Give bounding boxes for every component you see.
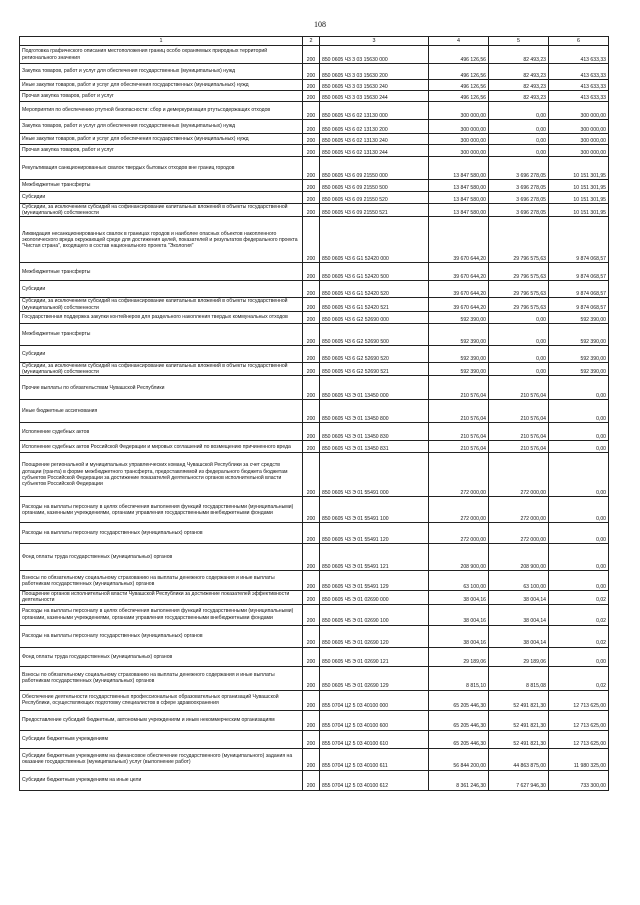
row-description: Мероприятия по обеспечению ртутной безопасности: сбор и демеркуризация ртутьсодержащих отходов xyxy=(20,102,303,120)
table-row xyxy=(20,647,609,666)
row-unexecuted-amount: 10 151 301,95 xyxy=(549,157,609,180)
row-budget-classification-code: 850 0605 Ч3 3 03 15630 244 xyxy=(320,91,429,102)
row-unexecuted-amount: 9 874 068,57 xyxy=(549,281,609,298)
row-budget-classification-code: 850 0605 Ч3 6 G1 52420 000 xyxy=(320,217,429,263)
row-approved-amount: 13 847 580,00 xyxy=(429,180,489,192)
table-row xyxy=(20,102,609,120)
column-header-3: 3 xyxy=(320,37,429,46)
row-approved-amount: 38 004,16 xyxy=(429,604,489,625)
row-budget-classification-code: 855 0704 Ц2 5 03 40100 612 xyxy=(320,770,429,790)
table-row xyxy=(20,441,609,453)
table-row xyxy=(20,523,609,544)
row-unexecuted-amount: 592 390,00 xyxy=(549,323,609,345)
row-executed-amount: 38 004,14 xyxy=(489,591,549,604)
row-unexecuted-amount: 10 151 301,95 xyxy=(549,204,609,217)
row-budget-classification-code: 855 0704 Ц2 5 03 40100 610 xyxy=(320,730,429,748)
row-approved-amount: 210 576,04 xyxy=(429,441,489,453)
table-row xyxy=(20,544,609,571)
row-executed-amount: 0,00 xyxy=(489,362,549,375)
row-description: Субсидии бюджетным учреждениям xyxy=(20,730,303,748)
row-line-code: 200 xyxy=(303,157,320,180)
table-row xyxy=(20,345,609,362)
row-budget-classification-code: 850 0605 Ч3 6 G1 52420 500 xyxy=(320,263,429,281)
row-unexecuted-amount: 10 151 301,95 xyxy=(549,180,609,192)
row-line-code: 200 xyxy=(303,544,320,571)
row-approved-amount: 8 361 246,30 xyxy=(429,770,489,790)
row-description: Поощрение региональной и муниципальных управленческих команд Чувашской Республики за счет средств дотации (гранта) в форме межбюджетного трансферта, предоставляемой из федерального бюджета бюджетам субъектов Российской Федерации за достижение показателей деятельности органов исполнительной власти субъектов Российской Федерации xyxy=(20,453,303,497)
row-line-code: 200 xyxy=(303,690,320,710)
row-line-code: 200 xyxy=(303,604,320,625)
row-description: Субсидии, за исключением субсидий на софинансирование капитальных вложений в объекты государственной (муниципальной) собственности xyxy=(20,362,303,375)
table-row xyxy=(20,625,609,647)
row-budget-classification-code: 850 0605 Ч3 Э 01 13450 831 xyxy=(320,441,429,453)
row-budget-classification-code: 855 0704 Ц2 5 03 40100 000 xyxy=(320,690,429,710)
row-line-code: 200 xyxy=(303,647,320,666)
row-executed-amount: 8 815,08 xyxy=(489,666,549,690)
row-description: Иные бюджетные ассигнования xyxy=(20,400,303,423)
row-budget-classification-code: 850 0605 Ч3 Э 01 55491 000 xyxy=(320,453,429,497)
row-executed-amount: 0,00 xyxy=(489,311,549,323)
row-unexecuted-amount: 413 633,33 xyxy=(549,46,609,64)
row-line-code: 200 xyxy=(303,571,320,591)
row-budget-classification-code: 850 0605 Ч5 Э 01 02690 121 xyxy=(320,647,429,666)
row-executed-amount: 52 491 821,30 xyxy=(489,710,549,730)
row-budget-classification-code: 850 0605 Ч3 6 09 21550 520 xyxy=(320,192,429,204)
table-row xyxy=(20,730,609,748)
row-unexecuted-amount: 592 390,00 xyxy=(549,345,609,362)
row-approved-amount: 300 000,00 xyxy=(429,145,489,157)
table-row xyxy=(20,770,609,790)
row-approved-amount: 38 004,16 xyxy=(429,625,489,647)
row-executed-amount: 0,00 xyxy=(489,134,549,145)
row-unexecuted-amount: 0,00 xyxy=(549,497,609,523)
row-unexecuted-amount: 733 300,00 xyxy=(549,770,609,790)
row-unexecuted-amount: 0,02 xyxy=(549,591,609,604)
row-description: Субсидии, за исключением субсидий на софинансирование капитальных вложений в объекты государственной (муниципальной) собственности xyxy=(20,204,303,217)
row-budget-classification-code: 850 0605 Ч3 Э 01 55491 121 xyxy=(320,544,429,571)
table-row xyxy=(20,217,609,263)
row-description: Субсидии xyxy=(20,192,303,204)
row-description: Субсидии бюджетным учреждениям на иные цели xyxy=(20,770,303,790)
row-approved-amount: 592 390,00 xyxy=(429,311,489,323)
row-budget-classification-code: 850 0605 Ч3 6 02 13130 244 xyxy=(320,145,429,157)
table-row xyxy=(20,497,609,523)
row-budget-classification-code: 850 0605 Ч3 Э 01 13450 830 xyxy=(320,423,429,441)
row-description: Расходы на выплаты персоналу в целях обеспечения выполнения функций государственными (муниципальными) органами, казенными учреждениями, органами управления государственными внебюджетными фондами xyxy=(20,604,303,625)
row-executed-amount: 29 796 575,63 xyxy=(489,281,549,298)
row-budget-classification-code: 850 0605 Ч3 6 G2 52690 000 xyxy=(320,311,429,323)
row-executed-amount: 29 796 575,63 xyxy=(489,263,549,281)
row-approved-amount: 272 000,00 xyxy=(429,523,489,544)
row-executed-amount: 3 696 278,05 xyxy=(489,204,549,217)
table-row xyxy=(20,362,609,375)
row-executed-amount: 7 627 946,30 xyxy=(489,770,549,790)
table-body xyxy=(20,46,609,791)
row-unexecuted-amount: 300 000,00 xyxy=(549,145,609,157)
row-unexecuted-amount: 0,02 xyxy=(549,666,609,690)
row-unexecuted-amount: 0,00 xyxy=(549,376,609,400)
row-approved-amount: 300 000,00 xyxy=(429,134,489,145)
row-line-code: 200 xyxy=(303,666,320,690)
row-approved-amount: 496 126,56 xyxy=(429,64,489,80)
table-row xyxy=(20,298,609,311)
row-description: Ликвидация несанкционированных свалок в границах городов и наиболее опасных объектов накопленного экологического вреда окружающей среде для достижения целей, показателей и результатов федерального проекта "Чистая страна", входящего в состав национального проекта "Экология" xyxy=(20,217,303,263)
row-budget-classification-code: 850 0605 Ч3 3 03 15630 200 xyxy=(320,64,429,80)
row-unexecuted-amount: 9 874 068,57 xyxy=(549,263,609,281)
row-budget-classification-code: 850 0605 Ч3 3 03 15630 240 xyxy=(320,80,429,91)
row-executed-amount: 29 189,06 xyxy=(489,647,549,666)
table-row xyxy=(20,120,609,134)
row-executed-amount: 210 576,04 xyxy=(489,376,549,400)
row-line-code: 200 xyxy=(303,523,320,544)
row-line-code: 200 xyxy=(303,192,320,204)
table-row xyxy=(20,64,609,80)
row-executed-amount: 210 576,04 xyxy=(489,400,549,423)
table-row xyxy=(20,571,609,591)
row-description: Исполнение судебных актов Российской Федерации и мировых соглашений по возмещению причиненного вреда xyxy=(20,441,303,453)
row-description: Предоставление субсидий бюджетным, автономным учреждениям и иным некоммерческим организациям xyxy=(20,710,303,730)
row-budget-classification-code: 850 0605 Ч5 Э 01 02690 129 xyxy=(320,666,429,690)
row-budget-classification-code: 850 0605 Ч3 6 09 21550 500 xyxy=(320,180,429,192)
row-executed-amount: 82 493,23 xyxy=(489,46,549,64)
row-unexecuted-amount: 0,00 xyxy=(549,400,609,423)
row-executed-amount: 52 491 821,30 xyxy=(489,690,549,710)
row-budget-classification-code: 850 0605 Ч3 Э 01 55491 100 xyxy=(320,497,429,523)
table-header-row xyxy=(20,37,609,46)
row-approved-amount: 13 847 580,00 xyxy=(429,192,489,204)
table-row xyxy=(20,748,609,770)
row-budget-classification-code: 850 0605 Ч3 6 G2 52690 500 xyxy=(320,323,429,345)
row-unexecuted-amount: 9 874 068,57 xyxy=(549,298,609,311)
row-approved-amount: 39 670 644,20 xyxy=(429,298,489,311)
row-unexecuted-amount: 0,02 xyxy=(549,604,609,625)
row-unexecuted-amount: 413 633,33 xyxy=(549,91,609,102)
row-executed-amount: 52 491 821,30 xyxy=(489,730,549,748)
table-row xyxy=(20,604,609,625)
row-description: Исполнение судебных актов xyxy=(20,423,303,441)
row-budget-classification-code: 850 0605 Ч3 6 02 13130 000 xyxy=(320,102,429,120)
row-executed-amount: 82 493,23 xyxy=(489,80,549,91)
row-budget-classification-code: 850 0605 Ч3 6 02 13130 200 xyxy=(320,120,429,134)
row-executed-amount: 3 696 278,05 xyxy=(489,180,549,192)
row-description: Государственная поддержка закупки контейнеров для раздельного накопления твердых коммунальных отходов xyxy=(20,311,303,323)
table-row xyxy=(20,145,609,157)
row-line-code: 200 xyxy=(303,730,320,748)
row-executed-amount: 0,00 xyxy=(489,345,549,362)
row-unexecuted-amount: 12 713 625,00 xyxy=(549,690,609,710)
row-budget-classification-code: 850 0605 Ч3 6 G2 52690 520 xyxy=(320,345,429,362)
row-executed-amount: 272 000,00 xyxy=(489,453,549,497)
row-line-code: 200 xyxy=(303,376,320,400)
row-approved-amount: 39 670 644,20 xyxy=(429,281,489,298)
row-executed-amount: 38 004,14 xyxy=(489,625,549,647)
row-description: Взносы по обязательному социальному страхованию на выплаты денежного содержания и иные выплаты работникам государственных (муниципальных) органов xyxy=(20,666,303,690)
row-line-code: 200 xyxy=(303,134,320,145)
row-description: Субсидии xyxy=(20,345,303,362)
row-unexecuted-amount: 0,00 xyxy=(549,544,609,571)
row-line-code: 200 xyxy=(303,400,320,423)
page-number: 108 xyxy=(314,20,326,29)
row-executed-amount: 82 493,23 xyxy=(489,91,549,102)
row-approved-amount: 300 000,00 xyxy=(429,102,489,120)
row-unexecuted-amount: 12 713 625,00 xyxy=(549,730,609,748)
row-executed-amount: 208 900,00 xyxy=(489,544,549,571)
row-approved-amount: 210 576,04 xyxy=(429,423,489,441)
row-approved-amount: 56 844 200,00 xyxy=(429,748,489,770)
column-header-1: 1 xyxy=(20,37,303,46)
row-unexecuted-amount: 0,00 xyxy=(549,571,609,591)
row-executed-amount: 0,00 xyxy=(489,145,549,157)
row-executed-amount: 63 100,00 xyxy=(489,571,549,591)
row-executed-amount: 272 000,00 xyxy=(489,523,549,544)
row-description: Субсидии, за исключением субсидий на софинансирование капитальных вложений в объекты государственной (муниципальной) собственности xyxy=(20,298,303,311)
row-line-code: 200 xyxy=(303,323,320,345)
row-unexecuted-amount: 0,00 xyxy=(549,423,609,441)
row-description: Прочая закупка товаров, работ и услуг xyxy=(20,145,303,157)
row-unexecuted-amount: 300 000,00 xyxy=(549,102,609,120)
row-line-code: 200 xyxy=(303,263,320,281)
table-row xyxy=(20,192,609,204)
row-approved-amount: 13 847 580,00 xyxy=(429,157,489,180)
row-budget-classification-code: 850 0605 Ч3 Э 01 55491 120 xyxy=(320,523,429,544)
row-line-code: 200 xyxy=(303,80,320,91)
row-budget-classification-code: 850 0605 Ч3 6 G1 52420 521 xyxy=(320,298,429,311)
row-approved-amount: 208 900,00 xyxy=(429,544,489,571)
row-executed-amount: 272 000,00 xyxy=(489,497,549,523)
row-description: Закупка товаров, работ и услуг для обеспечения государственных (муниципальных) нужд xyxy=(20,120,303,134)
row-budget-classification-code: 850 0605 Ч3 Э 01 13450 800 xyxy=(320,400,429,423)
row-budget-classification-code: 850 0605 Ч5 Э 01 02690 120 xyxy=(320,625,429,647)
row-line-code: 200 xyxy=(303,311,320,323)
row-line-code: 200 xyxy=(303,423,320,441)
row-description: Прочие выплаты по обязательствам Чувашской Республики xyxy=(20,376,303,400)
row-executed-amount: 210 576,04 xyxy=(489,441,549,453)
row-description: Субсидии бюджетным учреждениям на финансовое обеспечение государственного (муниципального) задания на оказание государственных (муниципальных) услуг (выполнение работ) xyxy=(20,748,303,770)
row-executed-amount: 0,00 xyxy=(489,120,549,134)
table-row xyxy=(20,204,609,217)
row-description: Иные закупки товаров, работ и услуг для обеспечения государственных (муниципальных) нужд xyxy=(20,80,303,91)
row-approved-amount: 29 189,06 xyxy=(429,647,489,666)
row-line-code: 200 xyxy=(303,497,320,523)
row-unexecuted-amount: 300 000,00 xyxy=(549,120,609,134)
row-approved-amount: 496 126,56 xyxy=(429,91,489,102)
row-line-code: 200 xyxy=(303,591,320,604)
column-header-5: 5 xyxy=(489,37,549,46)
row-line-code: 200 xyxy=(303,281,320,298)
row-budget-classification-code: 850 0605 Ч3 6 09 21550 000 xyxy=(320,157,429,180)
row-line-code: 200 xyxy=(303,298,320,311)
row-line-code: 200 xyxy=(303,345,320,362)
row-line-code: 200 xyxy=(303,625,320,647)
row-description: Иные закупки товаров, работ и услуг для обеспечения государственных (муниципальных) нужд xyxy=(20,134,303,145)
table-row xyxy=(20,710,609,730)
row-executed-amount: 0,00 xyxy=(489,102,549,120)
table-row xyxy=(20,423,609,441)
row-description: Обеспечение деятельности государственных профессиональных образовательных организаций Чувашской Республики, осуществляющих подготовку специалистов в сфере здравоохранения xyxy=(20,690,303,710)
row-unexecuted-amount: 413 633,33 xyxy=(549,80,609,91)
table-row xyxy=(20,690,609,710)
row-executed-amount: 210 576,04 xyxy=(489,423,549,441)
row-description: Межбюджетные трансферты xyxy=(20,180,303,192)
row-line-code: 200 xyxy=(303,748,320,770)
table-row xyxy=(20,91,609,102)
row-budget-classification-code: 850 0605 Ч3 6 G2 52690 521 xyxy=(320,362,429,375)
row-line-code: 200 xyxy=(303,46,320,64)
row-unexecuted-amount: 592 390,00 xyxy=(549,362,609,375)
row-budget-classification-code: 850 0605 Ч3 6 G1 52420 520 xyxy=(320,281,429,298)
row-approved-amount: 496 126,56 xyxy=(429,46,489,64)
row-approved-amount: 592 390,00 xyxy=(429,323,489,345)
row-approved-amount: 65 205 446,30 xyxy=(429,690,489,710)
row-line-code: 200 xyxy=(303,204,320,217)
row-unexecuted-amount: 11 980 325,00 xyxy=(549,748,609,770)
row-line-code: 200 xyxy=(303,64,320,80)
row-unexecuted-amount: 413 633,33 xyxy=(549,64,609,80)
row-executed-amount: 82 493,23 xyxy=(489,64,549,80)
row-budget-classification-code: 850 0605 Ч5 Э 01 02690 100 xyxy=(320,604,429,625)
table-row xyxy=(20,323,609,345)
row-description: Взносы по обязательному социальному страхованию на выплаты денежного содержания и иные выплаты работникам государственных (муниципальных) органов xyxy=(20,571,303,591)
row-line-code: 200 xyxy=(303,91,320,102)
row-approved-amount: 39 670 644,20 xyxy=(429,263,489,281)
table-row xyxy=(20,281,609,298)
row-executed-amount: 3 696 278,05 xyxy=(489,157,549,180)
row-line-code: 200 xyxy=(303,362,320,375)
row-description: Прочая закупка товаров, работ и услуг xyxy=(20,91,303,102)
row-approved-amount: 63 100,00 xyxy=(429,571,489,591)
row-approved-amount: 210 576,04 xyxy=(429,400,489,423)
row-line-code: 200 xyxy=(303,217,320,263)
row-unexecuted-amount: 0,00 xyxy=(549,441,609,453)
table-row xyxy=(20,311,609,323)
row-line-code: 200 xyxy=(303,441,320,453)
row-line-code: 200 xyxy=(303,120,320,134)
row-approved-amount: 65 205 446,30 xyxy=(429,730,489,748)
row-budget-classification-code: 850 0605 Ч3 6 09 21550 521 xyxy=(320,204,429,217)
column-header-2: 2 xyxy=(303,37,320,46)
row-executed-amount: 3 696 278,05 xyxy=(489,192,549,204)
table-row xyxy=(20,453,609,497)
row-executed-amount: 29 796 575,63 xyxy=(489,217,549,263)
row-unexecuted-amount: 300 000,00 xyxy=(549,134,609,145)
table-row xyxy=(20,134,609,145)
row-description: Подготовка графического описания местоположения границ особо охраняемых природных территорий регионального значения xyxy=(20,46,303,64)
row-approved-amount: 210 576,04 xyxy=(429,376,489,400)
row-description: Рекультивация санкционированных свалок твердых бытовых отходов вне границ городов xyxy=(20,157,303,180)
row-description: Фонд оплаты труда государственных (муниципальных) органов xyxy=(20,647,303,666)
row-approved-amount: 38 004,16 xyxy=(429,591,489,604)
table-row xyxy=(20,46,609,64)
row-budget-classification-code: 850 0605 Ч3 6 02 13130 240 xyxy=(320,134,429,145)
table-row xyxy=(20,157,609,180)
row-approved-amount: 300 000,00 xyxy=(429,120,489,134)
row-description: Межбюджетные трансферты xyxy=(20,323,303,345)
row-description: Расходы на выплаты персоналу государственных (муниципальных) органов xyxy=(20,523,303,544)
row-description: Фонд оплаты труда государственных (муниципальных) органов xyxy=(20,544,303,571)
row-approved-amount: 592 390,00 xyxy=(429,345,489,362)
row-approved-amount: 13 847 580,00 xyxy=(429,204,489,217)
table-row xyxy=(20,591,609,604)
column-header-6: 6 xyxy=(549,37,609,46)
row-description: Субсидии xyxy=(20,281,303,298)
row-executed-amount: 0,00 xyxy=(489,323,549,345)
row-description: Межбюджетные трансферты xyxy=(20,263,303,281)
row-budget-classification-code: 855 0704 Ц2 5 03 40100 611 xyxy=(320,748,429,770)
table-row xyxy=(20,376,609,400)
row-budget-classification-code: 850 0605 Ч3 Э 01 13450 000 xyxy=(320,376,429,400)
row-description: Расходы на выплаты персоналу в целях обеспечения выполнения функций государственными (муниципальными) органами, казенными учреждениями, органами управления государственными внебюджетными фондами xyxy=(20,497,303,523)
row-unexecuted-amount: 0,00 xyxy=(549,453,609,497)
row-executed-amount: 29 796 575,63 xyxy=(489,298,549,311)
row-approved-amount: 272 000,00 xyxy=(429,497,489,523)
table-row xyxy=(20,180,609,192)
budget-execution-table xyxy=(19,36,609,791)
row-approved-amount: 272 000,00 xyxy=(429,453,489,497)
row-executed-amount: 38 004,14 xyxy=(489,604,549,625)
row-unexecuted-amount: 10 151 301,95 xyxy=(549,192,609,204)
row-line-code: 200 xyxy=(303,102,320,120)
row-budget-classification-code: 850 0605 Ч3 3 03 15630 000 xyxy=(320,46,429,64)
row-approved-amount: 8 815,10 xyxy=(429,666,489,690)
table-row xyxy=(20,263,609,281)
row-unexecuted-amount: 0,02 xyxy=(549,625,609,647)
row-budget-classification-code: 850 0605 Ч5 Э 01 02690 000 xyxy=(320,591,429,604)
row-budget-classification-code: 850 0605 Ч3 Э 01 55491 129 xyxy=(320,571,429,591)
row-line-code: 200 xyxy=(303,180,320,192)
column-header-4: 4 xyxy=(429,37,489,46)
row-line-code: 200 xyxy=(303,770,320,790)
row-approved-amount: 39 670 644,20 xyxy=(429,217,489,263)
row-approved-amount: 65 205 446,30 xyxy=(429,710,489,730)
table-row xyxy=(20,666,609,690)
row-description: Расходы на выплаты персоналу государственных (муниципальных) органов xyxy=(20,625,303,647)
row-line-code: 200 xyxy=(303,145,320,157)
table-row xyxy=(20,400,609,423)
row-approved-amount: 496 126,56 xyxy=(429,80,489,91)
row-executed-amount: 44 863 875,00 xyxy=(489,748,549,770)
row-unexecuted-amount: 0,00 xyxy=(549,647,609,666)
row-unexecuted-amount: 9 874 068,57 xyxy=(549,217,609,263)
row-unexecuted-amount: 0,00 xyxy=(549,523,609,544)
row-line-code: 200 xyxy=(303,453,320,497)
row-unexecuted-amount: 592 390,00 xyxy=(549,311,609,323)
row-description: Поощрение органов исполнительной власти Чувашской Республики за достижение показателей эффективности деятельности xyxy=(20,591,303,604)
row-description: Закупка товаров, работ и услуг для обеспечения государственных (муниципальных) нужд xyxy=(20,64,303,80)
row-budget-classification-code: 855 0704 Ц2 5 03 40100 600 xyxy=(320,710,429,730)
table-row xyxy=(20,80,609,91)
row-unexecuted-amount: 12 713 625,00 xyxy=(549,710,609,730)
row-line-code: 200 xyxy=(303,710,320,730)
row-approved-amount: 592 390,00 xyxy=(429,362,489,375)
